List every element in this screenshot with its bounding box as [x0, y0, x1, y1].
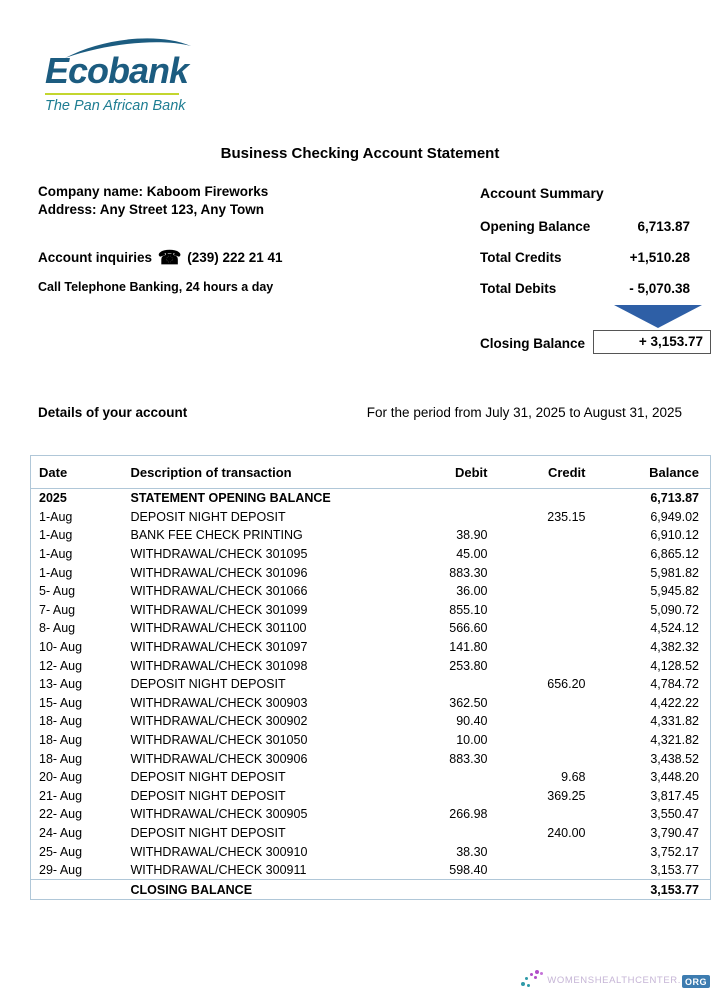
table-row — [31, 638, 711, 657]
inquiries-label: Account inquiries — [38, 250, 153, 265]
account-inquiries — [38, 247, 283, 294]
table-row — [31, 563, 711, 582]
cell-description: WITHDRAWAL/CHECK 301100 — [130, 621, 307, 636]
watermark — [521, 966, 710, 988]
cell-credit — [488, 489, 586, 508]
cell-balance: 3,752.17 — [650, 844, 699, 859]
closing-balance-row — [31, 880, 711, 900]
cell-description: DEPOSIT NIGHT DEPOSIT — [130, 788, 286, 803]
cell-debit — [381, 787, 488, 806]
closing-balance-label: Closing Balance — [480, 336, 586, 351]
logo-tagline: The Pan African Bank — [45, 97, 186, 114]
cell-credit — [488, 861, 586, 880]
cell-debit: 266.98 — [449, 807, 488, 822]
cell-description: WITHDRAWAL/CHECK 301066 — [130, 584, 308, 599]
cell-credit — [488, 545, 586, 564]
page-title: Business Checking Account Statement — [220, 145, 500, 162]
cell-description: STATEMENT OPENING BALANCE — [130, 491, 331, 506]
cell-date: 21- Aug — [39, 788, 83, 803]
cell-date: 8- Aug — [39, 621, 76, 636]
cell-credit — [488, 563, 586, 582]
cell-balance: 5,981.82 — [650, 565, 699, 580]
cell-date: 29- Aug — [39, 863, 83, 878]
cell-debit — [381, 489, 488, 508]
summary-row-debits — [480, 281, 690, 296]
cell-date: 18- Aug — [39, 714, 83, 729]
table-row — [31, 768, 711, 787]
cell-description: WITHDRAWAL/CHECK 301097 — [130, 640, 308, 655]
cell-date: 12- Aug — [39, 658, 83, 673]
cell-credit — [488, 731, 586, 750]
cell-date: 15- Aug — [39, 695, 83, 710]
cell-credit: 369.25 — [547, 788, 586, 803]
statement-period: For the period from July 31, 2025 to August 31, 2025 — [366, 405, 682, 420]
cell-debit: 598.40 — [449, 863, 488, 878]
cell-description: WITHDRAWAL/CHECK 300902 — [130, 714, 308, 729]
cell-balance: 6,910.12 — [650, 528, 699, 543]
header-date: Date — [31, 456, 131, 489]
company-block — [38, 183, 268, 218]
cell-balance: 4,784.72 — [650, 677, 699, 692]
cell-debit — [381, 880, 488, 900]
cell-date — [31, 880, 131, 900]
table-row — [31, 619, 711, 638]
cell-balance: 6,713.87 — [650, 491, 699, 506]
cell-debit — [381, 675, 488, 694]
cell-description: WITHDRAWAL/CHECK 300905 — [130, 807, 308, 822]
cell-description: WITHDRAWAL/CHECK 300906 — [130, 751, 308, 766]
opening-balance-value: 6,713.87 — [637, 219, 690, 234]
table-row — [31, 842, 711, 861]
cell-date: 5- Aug — [39, 584, 76, 599]
cell-balance: 3,153.77 — [586, 880, 711, 900]
arrow-down-icon — [614, 305, 702, 328]
details-heading: Details of your account — [38, 405, 188, 420]
cell-balance: 4,382.32 — [650, 640, 699, 655]
cell-credit — [488, 526, 586, 545]
header-credit: Credit — [488, 456, 586, 489]
cell-debit: 855.10 — [449, 602, 488, 617]
cell-description: WITHDRAWAL/CHECK 300911 — [130, 863, 307, 878]
cell-balance: 4,331.82 — [650, 714, 699, 729]
account-summary — [480, 185, 711, 365]
table-row — [31, 489, 711, 508]
cell-debit: 10.00 — [456, 733, 488, 748]
cell-balance: 4,128.52 — [650, 658, 699, 673]
cell-date: 7- Aug — [39, 602, 76, 617]
cell-description: WITHDRAWAL/CHECK 300910 — [130, 844, 308, 859]
cell-date: 13- Aug — [39, 677, 83, 692]
company-name-line: Company name: Kaboom Fireworks — [38, 184, 269, 199]
table-row — [31, 675, 711, 694]
cell-balance: 4,524.12 — [650, 621, 699, 636]
closing-balance-value: + 3,153.77 — [593, 330, 711, 354]
cell-debit: 36.00 — [456, 584, 488, 599]
cell-credit: 656.20 — [547, 677, 586, 692]
telephone-banking-note: Call Telephone Banking, 24 hours a day — [38, 280, 274, 294]
cell-credit — [488, 712, 586, 731]
table-row — [31, 656, 711, 675]
dots-logo-icon — [521, 966, 545, 988]
table-row — [31, 526, 711, 545]
ecobank-logo — [45, 34, 205, 114]
summary-title: Account Summary — [480, 185, 604, 201]
cell-credit — [488, 656, 586, 675]
cell-description: BANK FEE CHECK PRINTING — [130, 528, 303, 543]
cell-description: WITHDRAWAL/CHECK 301099 — [130, 602, 308, 617]
cell-balance: 6,865.12 — [650, 547, 699, 562]
cell-description: CLOSING BALANCE — [131, 880, 381, 900]
cell-date: 18- Aug — [39, 733, 83, 748]
cell-date: 25- Aug — [39, 844, 83, 859]
transaction-table — [30, 455, 711, 900]
cell-credit: 235.15 — [547, 509, 586, 524]
cell-date: 1-Aug — [39, 565, 73, 580]
cell-description: WITHDRAWAL/CHECK 301098 — [130, 658, 308, 673]
cell-balance: 3,817.45 — [650, 788, 699, 803]
details-header — [38, 405, 682, 420]
cell-debit: 38.30 — [456, 844, 488, 859]
cell-balance: 3,448.20 — [650, 770, 699, 785]
cell-debit: 141.80 — [449, 640, 488, 655]
cell-debit: 90.40 — [456, 714, 488, 729]
cell-date: 1-Aug — [39, 528, 73, 543]
cell-description: WITHDRAWAL/CHECK 301095 — [130, 547, 308, 562]
cell-credit — [488, 880, 586, 900]
total-debits-value: - 5,070.38 — [629, 281, 690, 296]
inquiries-line — [38, 247, 283, 270]
cell-balance: 5,090.72 — [650, 602, 699, 617]
table-row — [31, 712, 711, 731]
cell-date: 18- Aug — [39, 751, 83, 766]
table-row — [31, 582, 711, 601]
cell-balance: 3,550.47 — [650, 807, 699, 822]
summary-row-credits — [480, 250, 690, 265]
header-balance: Balance — [586, 456, 711, 489]
cell-debit: 883.30 — [449, 565, 488, 580]
logo-underline — [45, 93, 179, 95]
cell-date: 24- Aug — [39, 825, 83, 840]
cell-date: 1-Aug — [39, 547, 73, 562]
cell-date: 10- Aug — [39, 640, 83, 655]
table-row — [31, 861, 711, 880]
cell-credit — [488, 582, 586, 601]
table-row — [31, 601, 711, 620]
cell-description: WITHDRAWAL/CHECK 301050 — [130, 733, 308, 748]
cell-balance: 3,438.52 — [650, 751, 699, 766]
table-header — [31, 456, 711, 489]
cell-debit: 253.80 — [449, 658, 488, 673]
cell-debit: 38.90 — [456, 528, 488, 543]
table-row — [31, 508, 711, 527]
table-row — [31, 805, 711, 824]
cell-description: DEPOSIT NIGHT DEPOSIT — [130, 509, 286, 524]
header-description: Description of transaction — [131, 456, 381, 489]
transaction-rows — [31, 489, 711, 880]
cell-balance: 5,945.82 — [650, 584, 699, 599]
summary-row-opening — [480, 219, 690, 234]
logo-brand-text: Ecobank — [45, 50, 189, 91]
cell-date: 2025 — [39, 491, 67, 506]
watermark-text: WOMENSHEALTHCENTER. — [547, 975, 681, 986]
cell-balance: 4,422.22 — [650, 695, 699, 710]
cell-description: DEPOSIT NIGHT DEPOSIT — [130, 677, 286, 692]
watermark-org-badge: ORG — [682, 975, 710, 988]
cell-debit: 883.30 — [449, 751, 488, 766]
cell-credit — [488, 694, 586, 713]
cell-date: 22- Aug — [39, 807, 83, 822]
cell-credit — [488, 805, 586, 824]
company-address-line: Address: Any Street 123, Any Town — [38, 201, 265, 217]
cell-balance: 4,321.82 — [650, 733, 699, 748]
cell-debit — [381, 768, 488, 787]
cell-date: 20- Aug — [39, 770, 83, 785]
cell-debit: 362.50 — [449, 695, 488, 710]
table-row — [31, 731, 711, 750]
total-credits-value: +1,510.28 — [629, 250, 690, 265]
cell-debit: 45.00 — [456, 547, 488, 562]
table-row — [31, 787, 711, 806]
cell-description: DEPOSIT NIGHT DEPOSIT — [130, 825, 286, 840]
header-debit: Debit — [381, 456, 488, 489]
table-row — [31, 749, 711, 768]
cell-credit: 9.68 — [561, 770, 586, 785]
total-credits-label: Total Credits — [480, 250, 562, 265]
cell-balance: 6,949.02 — [650, 509, 699, 524]
cell-credit — [488, 842, 586, 861]
cell-credit — [488, 601, 586, 620]
total-debits-label: Total Debits — [480, 281, 557, 296]
cell-debit: 566.60 — [449, 621, 488, 636]
opening-balance-label: Opening Balance — [480, 219, 591, 234]
cell-credit — [488, 619, 586, 638]
cell-balance: 3,790.47 — [650, 825, 699, 840]
telephone-icon: ☎ — [157, 248, 182, 269]
table-row — [31, 824, 711, 843]
cell-description: WITHDRAWAL/CHECK 300903 — [130, 695, 308, 710]
cell-description: WITHDRAWAL/CHECK 301096 — [130, 565, 308, 580]
cell-credit — [488, 749, 586, 768]
cell-debit — [381, 508, 488, 527]
cell-date: 1-Aug — [39, 509, 73, 524]
cell-credit — [488, 638, 586, 657]
table-row — [31, 545, 711, 564]
cell-credit: 240.00 — [547, 825, 586, 840]
cell-description: DEPOSIT NIGHT DEPOSIT — [130, 770, 286, 785]
cell-debit — [381, 824, 488, 843]
table-row — [31, 694, 711, 713]
inquiries-phone-number: (239) 222 21 41 — [187, 250, 283, 265]
cell-balance: 3,153.77 — [650, 863, 699, 878]
